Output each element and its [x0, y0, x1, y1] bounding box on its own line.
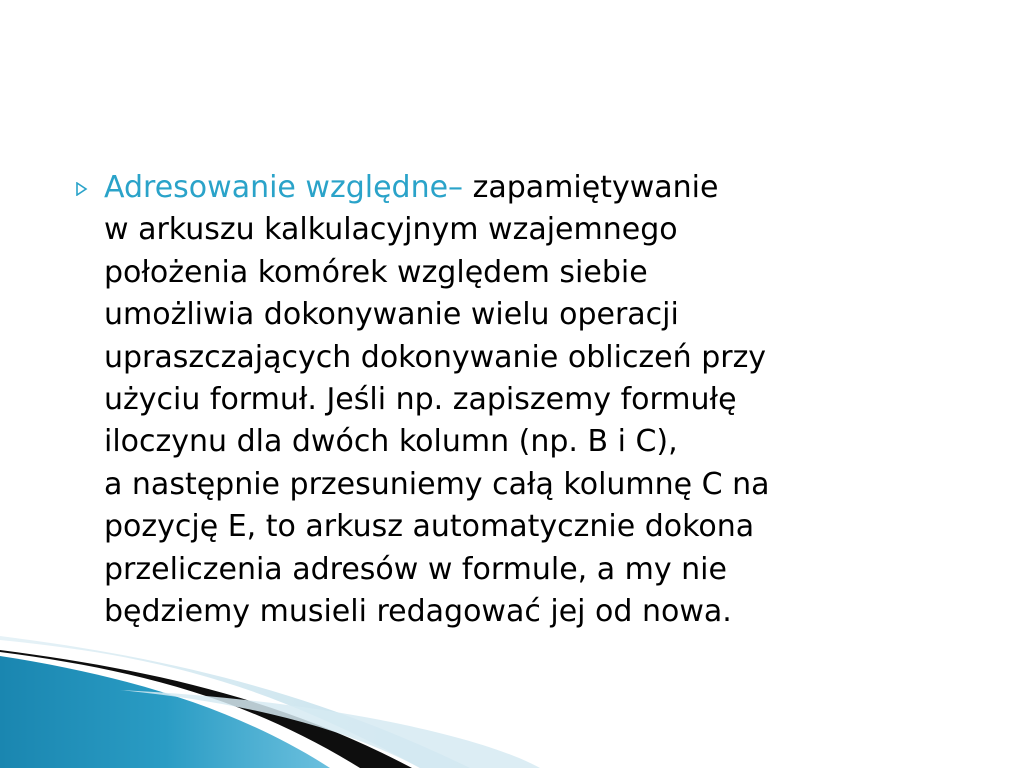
decor-blue-swoosh [0, 656, 330, 768]
paragraph-line: a następnie przesuniemy całą kolumnę C na [104, 466, 770, 502]
paragraph-line: będziemy musieli redagować jej od nowa. [104, 594, 732, 630]
decor-black-swoosh [0, 650, 412, 768]
term-heading: Adresowanie względne– [104, 170, 464, 205]
paragraph-line: przeliczenia adresów w formule, a my nie [104, 551, 727, 587]
paragraph-line: pozycję E, to arkusz automatycznie dokona [104, 509, 755, 545]
decor-light-swoosh [0, 636, 470, 768]
paragraph-line: zapamiętywanie [472, 170, 719, 205]
paragraph-line: położenia komórek względem siebie [104, 254, 648, 290]
bullet-paragraph [104, 167, 984, 633]
paragraph-line: użyciu formuł. Jeśli np. zapiszemy formułę [104, 382, 737, 418]
paragraph-line: umożliwia dokonywanie wielu operacji [104, 297, 679, 333]
paragraph-line: upraszczających dokonywanie obliczeń przy [104, 339, 767, 375]
paragraph-line: iloczynu dla dwóch kolumn (np. B i C), [104, 424, 678, 460]
triangle-bullet-icon [75, 182, 89, 196]
paragraph-line: w arkuszu kalkulacyjnym wzajemnego [104, 212, 678, 248]
decor-light-right-swoosh [120, 690, 540, 768]
paragraph-first-line [104, 167, 984, 209]
